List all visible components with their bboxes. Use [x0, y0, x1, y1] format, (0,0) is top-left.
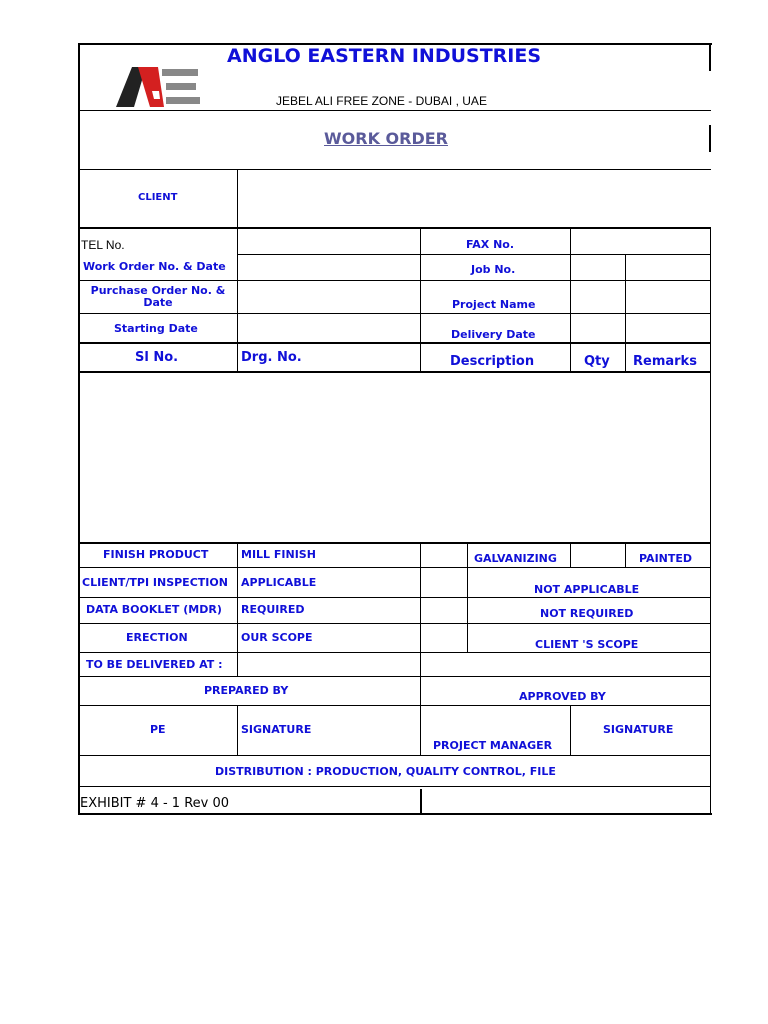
frame-top [78, 43, 712, 45]
project-manager-label: PROJECT MANAGER [433, 739, 553, 752]
not-required-option: NOT REQUIRED [540, 607, 634, 620]
line-row-wo [78, 280, 711, 281]
prepared-by-label: PREPARED BY [204, 684, 289, 697]
finish-col-4 [570, 543, 571, 568]
line-table-header [78, 371, 711, 373]
pe-label: PE [150, 723, 166, 736]
starting-date-label: Starting Date [114, 322, 198, 335]
col-divider-3 [570, 229, 571, 372]
line-finish-1 [78, 567, 711, 568]
starting-date-field[interactable] [239, 315, 419, 342]
finish-product-label: FINISH PRODUCT [103, 548, 209, 561]
frame-right-3 [710, 228, 711, 815]
signature-left-label: SIGNATURE [241, 723, 312, 736]
data-booklet-label: DATA BOOKLET (MDR) [86, 603, 222, 616]
approval-col-mid [420, 676, 421, 756]
frame-bottom [78, 813, 712, 815]
tel-field[interactable] [239, 230, 419, 254]
finish-col-2 [420, 543, 421, 676]
required-checkbox[interactable] [421, 599, 467, 623]
work-order-no-field[interactable] [239, 256, 419, 279]
sl-no-header: Sl No. [135, 350, 179, 365]
line-under-title [78, 169, 711, 170]
col-divider-2 [420, 229, 421, 372]
client-field[interactable] [239, 172, 709, 226]
company-name: ANGLO EASTERN INDUSTRIES [227, 45, 542, 67]
line-under-header [78, 110, 711, 111]
delivery-date-label: Delivery Date [451, 328, 536, 341]
purchase-order-field[interactable] [239, 281, 419, 312]
purchase-order-label-line1: Purchase Order No. & [90, 284, 226, 297]
line-finish-5 [78, 676, 711, 677]
approval-col-right [570, 705, 571, 755]
job-no-field[interactable] [572, 256, 709, 279]
line-approval-2 [78, 755, 711, 756]
delivery-date-field[interactable] [572, 315, 709, 342]
erection-label: ERECTION [126, 631, 188, 644]
drg-no-header: Drg. No. [241, 350, 302, 365]
project-name-field[interactable] [572, 281, 709, 312]
company-address: JEBEL ALI FREE ZONE - DUBAI , UAE [276, 94, 487, 108]
client-label: CLIENT [138, 192, 178, 203]
applicable-option: APPLICABLE [241, 576, 317, 589]
distribution-text: DISTRIBUTION : PRODUCTION, QUALITY CONTROL, FILE [215, 765, 556, 778]
frame-right-2 [709, 125, 711, 152]
finish-col-5 [625, 543, 626, 568]
col-divider-1 [237, 229, 238, 372]
applicable-checkbox[interactable] [421, 569, 467, 597]
required-option: REQUIRED [241, 603, 305, 616]
fax-label: FAX No. [466, 238, 515, 251]
our-scope-option: OUR SCOPE [241, 631, 313, 644]
exhibit-divider [420, 789, 422, 813]
description-header: Description [450, 354, 535, 369]
remarks-header: Remarks [633, 354, 697, 369]
to-be-delivered-label: TO BE DELIVERED AT : [86, 658, 223, 671]
line-distribution [78, 786, 711, 787]
form-title: WORK ORDER [324, 129, 448, 148]
purchase-order-label-line2: Date [143, 296, 173, 309]
frame-right-1 [709, 43, 711, 71]
company-logo [114, 61, 202, 109]
signature-right-label: SIGNATURE [603, 723, 674, 736]
line-under-client [78, 227, 711, 229]
line-row-dates [78, 342, 711, 344]
job-no-label: Job No. [471, 263, 516, 276]
approved-by-label: APPROVED BY [519, 690, 606, 703]
mill-finish-option: MILL FINISH [241, 548, 316, 561]
project-name-label: Project Name [452, 298, 536, 311]
col-divider-4 [625, 254, 626, 372]
fax-field[interactable] [572, 230, 709, 254]
work-order-no-label: Work Order No. & Date [83, 260, 226, 273]
client-divider [237, 170, 238, 227]
line-finish-top [78, 542, 711, 544]
delivery-location-field[interactable] [239, 655, 709, 676]
frame-left [78, 43, 80, 815]
line-finish-4 [78, 652, 711, 653]
client-scope-option: CLIENT 'S SCOPE [535, 638, 639, 651]
line-approval-1 [78, 705, 711, 706]
qty-header: Qty [584, 354, 610, 369]
tel-label: TEL No. [81, 238, 125, 252]
galvanizing-checkbox[interactable] [571, 545, 625, 567]
finish-col-3 [467, 543, 468, 653]
line-finish-3 [78, 623, 711, 624]
painted-option: PAINTED [639, 552, 693, 565]
client-tpi-inspection-label: CLIENT/TPI INSPECTION [82, 576, 228, 589]
line-row-po [78, 313, 711, 314]
not-applicable-option: NOT APPLICABLE [534, 583, 640, 596]
items-area[interactable] [80, 374, 710, 542]
galvanizing-option: GALVANIZING [474, 552, 557, 565]
finish-col-1 [237, 543, 238, 676]
our-scope-checkbox[interactable] [421, 625, 467, 652]
approval-col-left [237, 705, 238, 755]
line-finish-2 [78, 597, 711, 598]
mill-finish-checkbox[interactable] [421, 545, 467, 567]
exhibit-text: EXHIBIT # 4 - 1 Rev 00 [80, 796, 230, 811]
line-row-tel [237, 254, 711, 255]
